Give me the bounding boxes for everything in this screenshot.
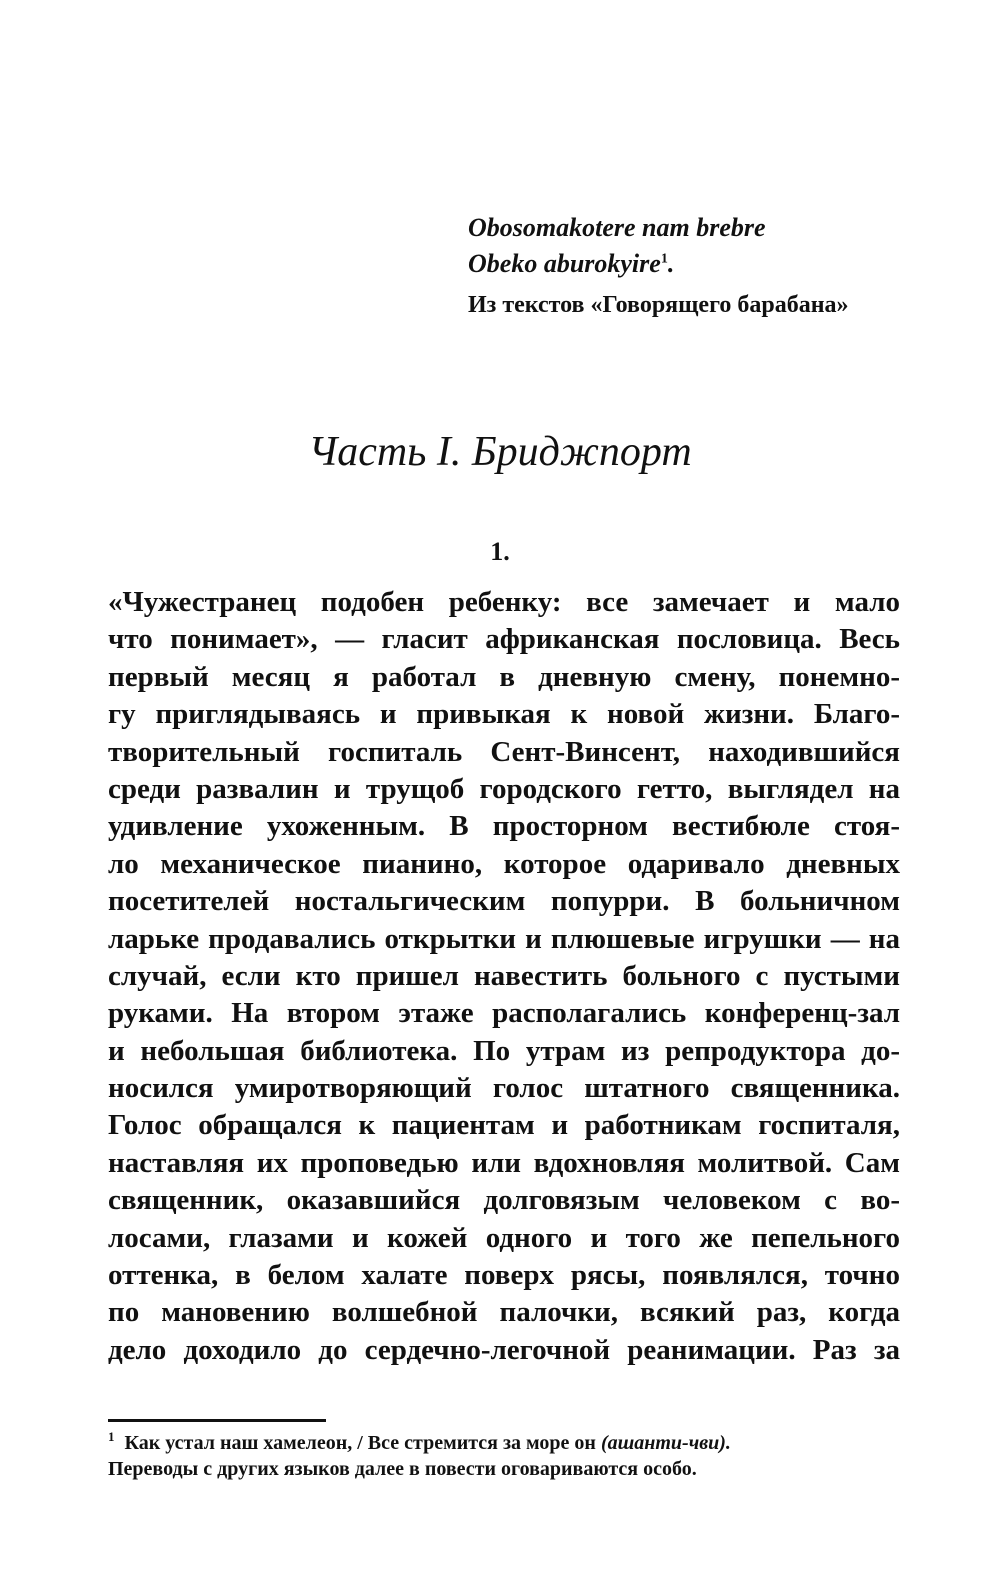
body-line: удивление ухоженным. В просторном вестибюле стоя- (108, 810, 900, 843)
body-line: наставляя их проповедью или вдохновляя молитвой. Сам (108, 1146, 900, 1179)
chapter-number: 1. (490, 537, 510, 566)
footnote (108, 1430, 908, 1482)
footnote-line-1-text: Как устал наш хамелеон, / Все стремится за море он (124, 1432, 596, 1454)
body-line: и небольшая библиотека. По утрам из репродуктора до- (108, 1034, 900, 1067)
body-line: «Чужестранец подобен ребенку: все замечает и мало (108, 586, 900, 618)
part-title: Часть I. Бриджпорт (308, 429, 692, 475)
footnote-language-note: (ашанти-чви). (600, 1432, 731, 1454)
epigraph-verse-line-2-end: . (667, 249, 675, 278)
footnote-line-2: Переводы с других языков далее в повести оговариваются особо. (108, 1458, 697, 1480)
body-line: посетителей ностальгическим попурри. В больничном (108, 885, 900, 918)
epigraph-verse-line-2-text: Obeko aburokyire (468, 249, 661, 278)
body-line: руками. На втором этаже располагались конференц-зал (108, 997, 900, 1030)
body-line: дело доходило до сердечно-легочной реанимации. Раз за (108, 1333, 900, 1366)
body-line: оттенка, в белом халате поверх рясы, появлялся, точно (108, 1259, 900, 1292)
body-line: лосами, глазами и кожей одного и того же пепельного (108, 1221, 900, 1254)
epigraph (468, 210, 968, 322)
footnote-divider (108, 1419, 326, 1422)
epigraph-footnote-mark: 1 (660, 251, 668, 267)
body-line: среди развалин и трущоб городского гетто, выглядел на (108, 772, 900, 805)
body-line: по мановению волшебной палочки, всякий раз, когда (108, 1296, 900, 1329)
epigraph-verse-line-2 (468, 246, 968, 282)
body-line: ларьке продавались открытки и плюшевые игрушки — на (108, 922, 900, 955)
epigraph-verse-line-1: Obosomakotere nam brebre (468, 213, 766, 242)
body-line: случай, если кто пришел навестить больного с пустыми (108, 959, 900, 992)
body-line: священник, оказавшийся долговязым человеком с во- (108, 1184, 900, 1217)
epigraph-source: Из текстов «Говорящего барабана» (468, 292, 849, 318)
footnote-line-1 (108, 1430, 908, 1456)
body-line: Голос обращался к пациентам и работникам госпиталя, (108, 1109, 900, 1142)
body-line: что понимает», — гласит африканская пословица. Весь (108, 623, 900, 656)
body-line: гу приглядываясь и привыкая к новой жизни. Благо- (108, 698, 900, 731)
body-line: творительный госпиталь Сент-Винсент, находившийся (108, 735, 900, 768)
body-text (108, 584, 900, 1369)
body-line: ло механическое пианино, которое одаривало дневных (108, 847, 900, 880)
body-line: первый месяц я работал в дневную смену, понемно- (108, 660, 900, 693)
body-line: носился умиротворяющий голос штатного священника. (108, 1072, 900, 1105)
footnote-mark: 1 (108, 1429, 115, 1445)
